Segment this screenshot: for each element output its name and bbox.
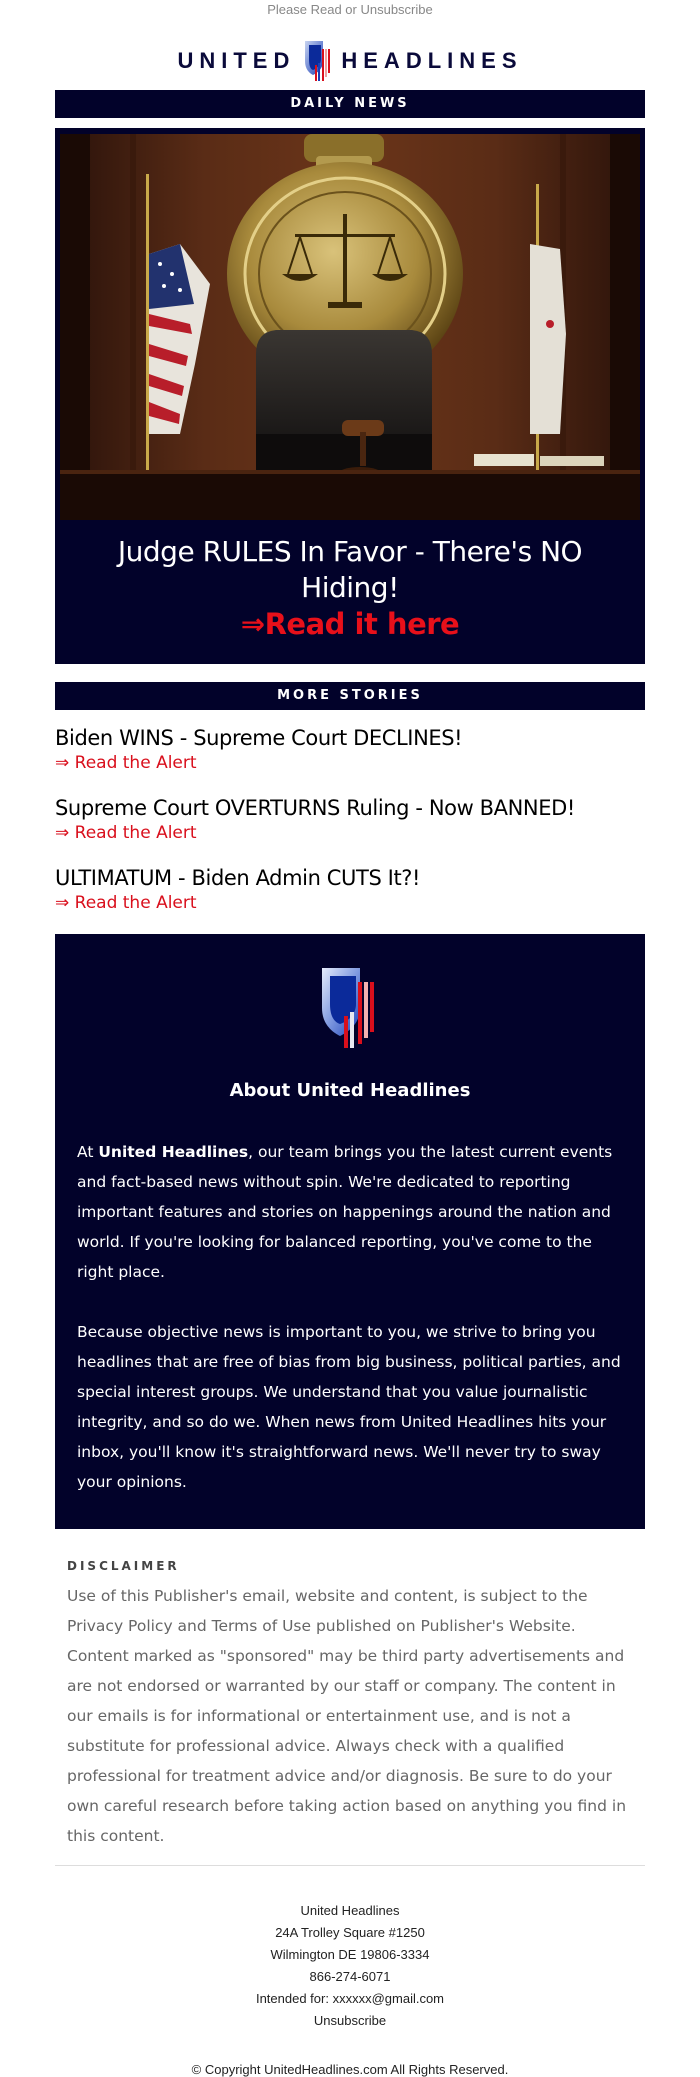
about-title: About United Headlines <box>229 1080 471 1101</box>
about-paragraph-1 <box>77 1137 623 1287</box>
disclaimer-section <box>55 1529 645 1851</box>
footer-address-line-2: Wilmington DE 19806-3334 <box>270 1947 430 1962</box>
story-title[interactable]: ULTIMATUM - Biden Admin CUTS It?! <box>55 866 421 890</box>
about-p1-brand: United Headlines <box>98 1143 249 1161</box>
story-title[interactable]: Biden WINS - Supreme Court DECLINES! <box>55 726 463 750</box>
story-item <box>55 724 645 774</box>
disclaimer-text: Use of this Publisher's email, website and content, is subject to the Privacy Policy and Terms of Use published on Publisher's Website. Content marked as "sponsored" may be third party advertisements and are not endorsed or warranted by our staff or company. The content in our emails is for informational or entertainment use, and is not a substitute for professional advice. Always check with a qualified professional for treatment advice and/or diagnosis. Be sure to do your own careful research before taking action based on anything you find in this content. <box>67 1587 627 1845</box>
story-title[interactable]: Supreme Court OVERTURNS Ruling - Now BANNED! <box>55 796 575 820</box>
about-p1-lead: At <box>77 1143 99 1161</box>
about-paragraph-2: Because objective news is important to you, we strive to bring you headlines that are free of bias from big business, political parties, and special interest groups. We understand that you value journalistic integrity, and so do we. When news from United Headlines hits your inbox, you'll know it's straightforward news. We'll never try to sway your opinions. <box>77 1323 621 1491</box>
unsubscribe-link[interactable]: Unsubscribe <box>313 2013 387 2028</box>
story-item <box>55 794 645 844</box>
shield-logo-icon <box>318 964 382 1050</box>
logo-word-left: UNITED <box>177 48 296 73</box>
disclaimer-heading: DISCLAIMER <box>67 1559 180 1573</box>
more-stories-bar: MORE STORIES <box>55 682 645 710</box>
footer-address-line-1: 24A Trolley Square #1250 <box>275 1925 425 1940</box>
about-p1-rest: , our team brings you the latest current events and fact-based news without spin. We're dedicated to reporting important features and stories on happenings around the nation and world. If you're looking for balanced reporting, you've come to the right place. <box>77 1143 613 1281</box>
daily-news-bar: DAILY NEWS <box>55 90 645 118</box>
header-logo[interactable] <box>55 32 645 90</box>
footer-address <box>55 1866 645 2032</box>
story-list <box>55 710 645 914</box>
story-item <box>55 864 645 914</box>
read-alert-link[interactable]: ⇒ Read the Alert <box>55 753 197 773</box>
hero-card <box>55 128 645 664</box>
footer-intended-for: Intended for: xxxxxx@gmail.com <box>255 1991 445 2006</box>
shield-logo-icon <box>303 39 333 83</box>
hero-courtroom-image[interactable] <box>60 134 640 520</box>
preheader <box>55 0 645 22</box>
read-alert-link[interactable]: ⇒ Read the Alert <box>55 893 197 913</box>
hero-read-link[interactable]: ⇒Read it here <box>240 607 460 641</box>
footer-company: United Headlines <box>300 1903 400 1918</box>
email-container <box>55 0 645 2077</box>
preheader-link[interactable]: Please Read or Unsubscribe <box>267 2 433 17</box>
about-section <box>55 934 645 1529</box>
read-alert-link[interactable]: ⇒ Read the Alert <box>55 823 197 843</box>
hero-headline[interactable]: Judge RULES In Favor - There's NO Hiding! <box>117 535 583 604</box>
footer-phone: 866-274-6071 <box>309 1969 391 1984</box>
logo-word-right: HEADLINES <box>341 48 523 73</box>
copyright: © Copyright UnitedHeadlines.com All Rights Reserved. <box>191 2062 509 2077</box>
